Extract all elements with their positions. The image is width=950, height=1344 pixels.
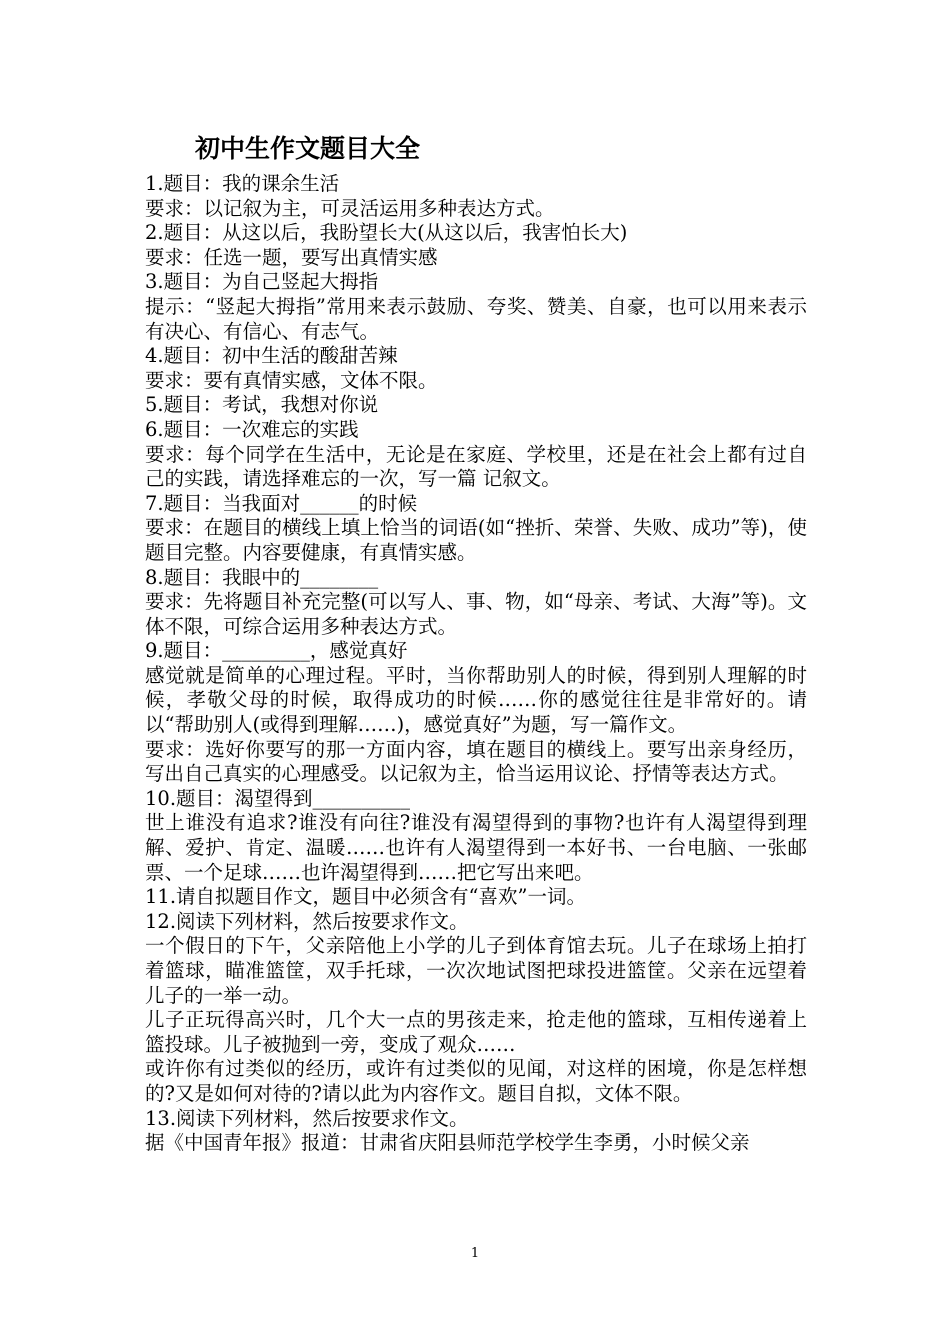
paragraph: 13.阅读下列材料，然后按要求作文。: [145, 1106, 469, 1130]
paragraph: 要求：要有真情实感，文体不限。: [145, 368, 438, 392]
paragraph: 要求：在题目的横线上填上恰当的词语(如“挫折、荣誉、失败、成功”等)，使题目完整。内容要健康，有真情实感。: [145, 516, 807, 564]
paragraph: 感觉就是简单的心理过程。平时，当你帮助别人的时候，得到别人理解的时候，孝敬父母的时候，取得成功的时候……你的感觉往往是非常好的。请以“帮助别人(或得到理解……)，感觉真好”为题，写一篇作文。: [145, 663, 807, 737]
paragraph: 要求：每个同学在生活中，无论是在家庭、学校里，还是在社会上都有过自己的实践，请选择难忘的一次，写一篇 记叙文。: [145, 442, 807, 491]
paragraph: 要求：选好你要写的那一方面内容，填在题目的横线上。要写出亲身经历，写出自己真实的心理感受。以记叙为主，恰当运用议论、抒情等表达方式。: [145, 737, 807, 786]
paragraph: 11.请自拟题目作文，题目中必须含有“喜欢”一词。: [145, 885, 586, 909]
paragraph: 一个假日的下午，父亲陪他上小学的儿子到体育馆去玩。儿子在球场上拍打着篮球，瞄准篮筐，双手托球，一次次地试图把球投进篮筐。父亲在远望着儿子的一举一动。: [145, 934, 807, 1007]
page-title: 初中生作文题目大全: [195, 134, 421, 163]
paragraph: 要求：任选一题，要写出真情实感: [145, 245, 438, 269]
document-body: [145, 172, 807, 1156]
paragraph: 提示：“竖起大拇指”常用来表示鼓励、夸奖、赞美、自豪，也可以用来表示有决心、有信心、有志气。: [145, 294, 807, 343]
paragraph: 9.题目：_________，感觉真好: [145, 639, 408, 663]
paragraph: 1.题目：我的课余生活: [145, 172, 340, 195]
paragraph: 5.题目：考试，我想对你说: [145, 393, 379, 417]
paragraph: 6.题目：一次难忘的实践: [145, 417, 359, 441]
paragraph: 12.阅读下列材料，然后按要求作文。: [145, 909, 469, 933]
paragraph: 要求：以记叙为主，可灵活运用多种表达方式。: [145, 196, 555, 220]
paragraph: 世上谁没有追求?谁没有向往?谁没有渴望得到的事物?也许有人渴望得到理解、爱护、肯定、温暖……也许有人渴望得到一本好书、一台电脑、一张邮票、一个足球……也许渴望得到……把它写出来吧。: [145, 811, 807, 884]
paragraph: 7.题目：当我面对______的时候: [145, 491, 418, 515]
paragraph: 10.题目：渴望得到__________: [145, 786, 411, 810]
paragraph: 或许你有过类似的经历，或许有过类似的见闻，对这样的困境，你是怎样想的?又是如何对待的?请以此为内容作文。题目自拟，文体不限。: [145, 1057, 807, 1105]
paragraph: 4.题目：初中生活的酸甜苦辣: [145, 344, 398, 368]
paragraph: 儿子正玩得高兴时，几个大一点的男孩走来，抢走他的篮球，互相传递着上篮投球。儿子被抛到一旁，变成了观众……: [145, 1008, 807, 1056]
paragraph: 3.题目：为自己竖起大拇指: [145, 270, 379, 294]
page-number: 1: [470, 1246, 480, 1261]
paragraph: 据《中国青年报》报道：甘肃省庆阳县师范学校学生李勇，小时候父亲: [145, 1131, 750, 1155]
paragraph: 2.题目：从这以后，我盼望长大(从这以后，我害怕长大): [145, 221, 628, 245]
paragraph: 8.题目：我眼中的________: [145, 565, 379, 589]
paragraph: 要求：先将题目补充完整(可以写人、事、物，如“母亲、考试、大海”等)。文体不限，可综合运用多种表达方式。: [145, 590, 807, 638]
